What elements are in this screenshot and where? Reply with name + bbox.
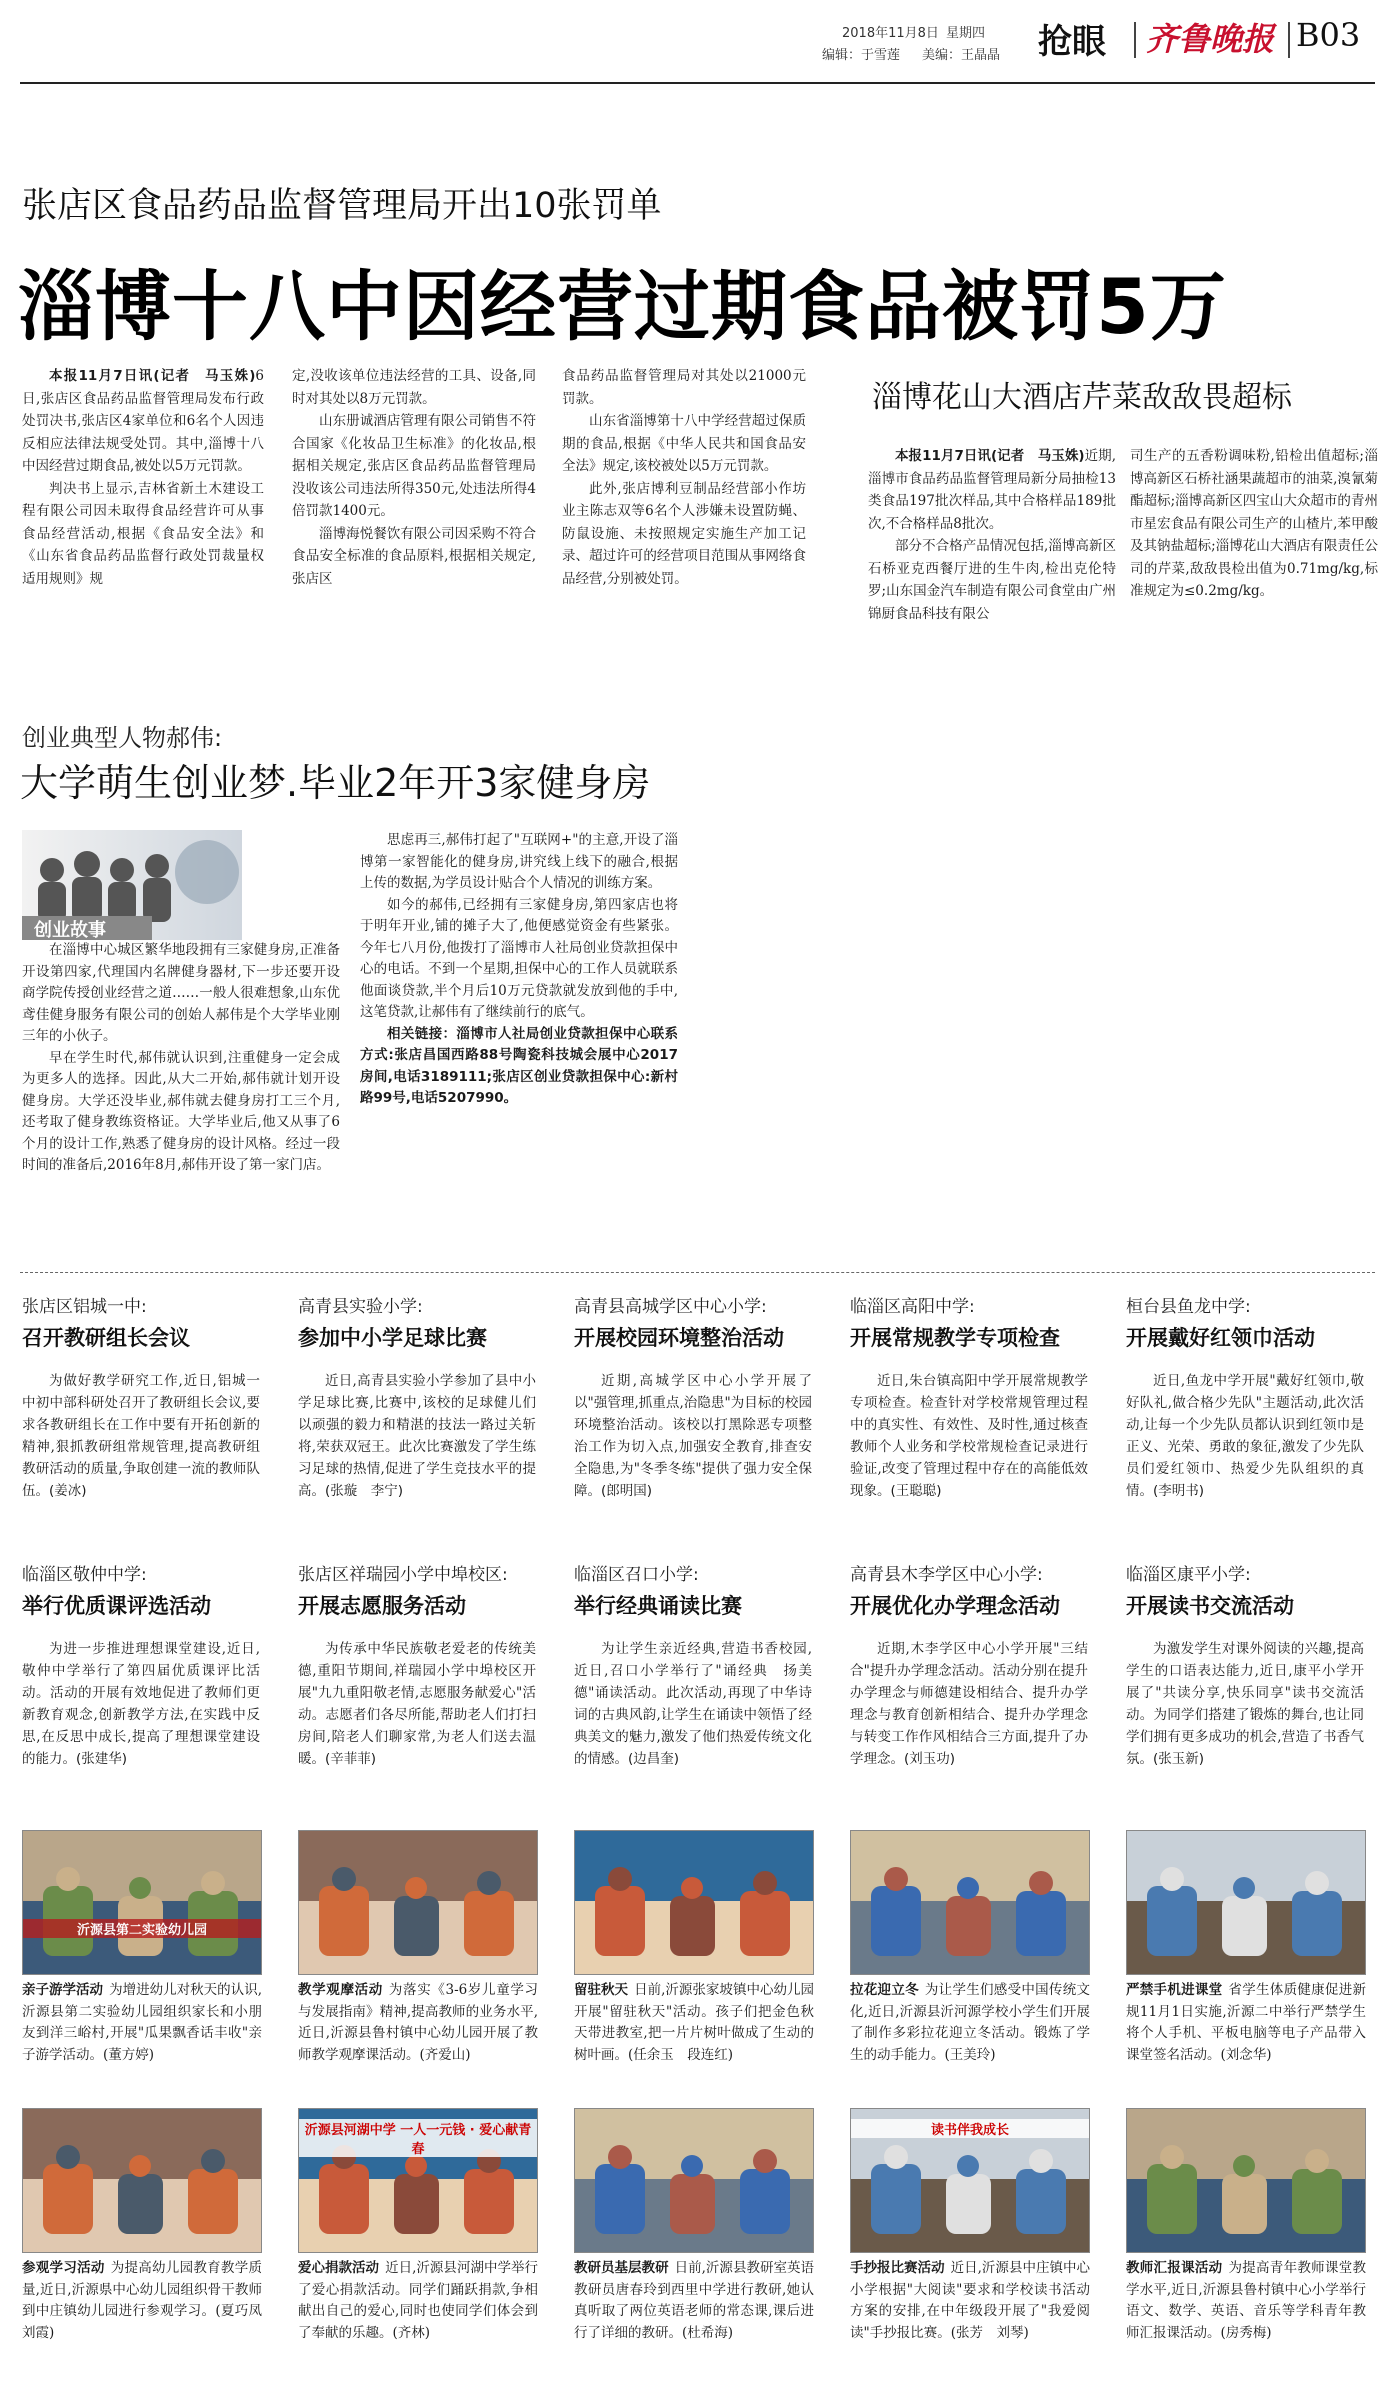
- brief-body: [574, 1370, 812, 1502]
- photo-caption-title: 亲子游学活动: [22, 1982, 104, 1998]
- masthead-rule: [20, 82, 1375, 84]
- feature-col1-p1: 在淄博中心城区繁华地段拥有三家健身房,正准备开设第四家,代理国内名牌健身器材,下一步还要开设商学院传授创业经营之道……一般人很难想象,山东优鸢佳健身服务有限公司的创始人郝伟是个大学毕业刚三年的小伙子。: [22, 942, 340, 1044]
- masthead-divider: [1134, 22, 1136, 58]
- lead-column-1: [22, 365, 264, 590]
- brief-body: [1126, 1638, 1364, 1770]
- brief-author: (郎明国): [601, 1483, 653, 1499]
- section-label: 抢眼: [1038, 22, 1106, 62]
- brief-org: 临淄区敬仲中学:: [22, 1565, 147, 1585]
- brief-text: 近日,朱台镇高阳中学开展常规教学专项检查。检查针对学校常规管理过程中的真实性、有效性、及时性,通过核查教师个人业务和学校常规检查记录进行验证,改变了管理过程中存在的高能低效现象。: [850, 1373, 1088, 1499]
- photo-caption-title: 严禁手机进课堂: [1126, 1982, 1223, 1998]
- news-photo: [22, 1830, 262, 1975]
- photo-banner-text: 读书伴我成长: [851, 2119, 1089, 2138]
- side-col1-p1: 近期,淄博市食品药品监督管理局新分局抽检13类食品197批次样品,其中合格样品189批次,不合格样品8批次。: [868, 448, 1116, 532]
- news-photo: [22, 2108, 262, 2253]
- photo-caption: [850, 2258, 1090, 2344]
- lead-col3-p3: 此外,张店博利豆制品经营部小作坊业主陈志双等6名个人涉嫌未设置防蝇、防鼠设施、未按照规定实施生产加工记录、超过许可的经营项目范围从事网络食品经营,分别被处罚。: [562, 480, 806, 587]
- photo-caption-author: (董方婷): [103, 2046, 155, 2063]
- photo-caption-text: 省学生体质健康促进新规11月1日实施,沂源二中举行严禁学生将个人手机、平板电脑等电子产品带入课堂签名活动。: [1126, 1982, 1366, 2063]
- brief-author: (边昌奎): [628, 1751, 680, 1767]
- side-col1-p2: 部分不合格产品情况包括,淄博高新区石桥亚克西餐厅进的生牛肉,检出克伦特罗;山东国金汽车制造有限公司食堂由广州锦厨食品科技有限公: [868, 538, 1116, 622]
- masthead-divider-2: [1288, 22, 1290, 58]
- photo-caption-author: (张芳 刘琴): [950, 2324, 1029, 2341]
- lead-headline: 淄博十八中因经营过期食品被罚5万: [18, 262, 1227, 351]
- brief-org: 张店区铝城一中:: [22, 1297, 147, 1317]
- photo-caption-title: 教师汇报课活动: [1126, 2260, 1223, 2276]
- brief-text: 为激发学生对课外阅读的兴趣,提高学生的口语表达能力,近日,康平小学开展了"共读分享,快乐同享"读书交流活动。为同学们搭建了锻炼的舞台,也让同学们拥有更多成功的机会,营造了书香气氛。: [1126, 1641, 1364, 1767]
- lead-col3-p2: 山东省淄博第十八中学经营超过保质期的食品,根据《中华人民共和国食品安全法》规定,该校被处以5万元罚款。: [562, 413, 806, 474]
- feature-illustration: [22, 830, 242, 940]
- photo-caption-text: 为提高青年教师课堂教学水平,近日,沂源县鲁村镇中心小学举行语文、数学、英语、音乐等学科青年教师汇报课活动。: [1126, 2260, 1366, 2341]
- photo-caption-author: (齐林): [392, 2324, 431, 2341]
- brief-title: 开展校园环境整治活动: [574, 1326, 784, 1350]
- brief-text: 为做好教学研究工作,近日,铝城一中初中部科研处召开了教研组长会议,要求各教研组长在工作中要有开拓创新的精神,狠抓教研组常规管理,提高教研组教研活动的质量,争取创建一流的教师队伍。: [22, 1373, 260, 1499]
- photo-caption-text: 为落实《3-6岁儿童学习与发展指南》精神,提高教师的业务水平,近日,沂源县鲁村镇中心幼儿园开展了教师教学观摩课活动。: [298, 1982, 538, 2063]
- news-photo: [298, 1830, 538, 1975]
- photo-caption-text: 为增进幼儿对秋天的认识,沂源县第二实验幼儿园组织家长和小朋友到洋三峪村,开展"瓜果飘香话丰收"亲子游学活动。: [22, 1982, 263, 2063]
- lead-column-3: [562, 365, 806, 590]
- news-photo: [1126, 1830, 1366, 1975]
- brief-title: 开展戴好红领巾活动: [1126, 1326, 1315, 1350]
- brief-org: 高青县实验小学:: [298, 1297, 423, 1317]
- news-photo: [574, 1830, 814, 1975]
- feature-headline: 大学萌生创业梦.毕业2年开3家健身房: [20, 761, 651, 805]
- feature-col2-p1: 思虑再三,郝伟打起了"互联网+"的主意,开设了淄博第一家智能化的健身房,讲究线上线下的融合,根据上传的数据,为学员设计贴合个人情况的训练方案。: [360, 832, 678, 891]
- photo-caption-title: 留驻秋天: [574, 1982, 629, 1998]
- brief-author: (张玉新): [1153, 1751, 1205, 1767]
- newspaper-logo: 齐鲁晚报: [1146, 20, 1275, 58]
- photo-caption-title: 爱心捐款活动: [298, 2260, 380, 2276]
- brief-text: 近期,木李学区中心小学开展"三结合"提升办学理念活动。活动分别在提升办学理念与师德建设相结合、提升办学理念与教育创新相结合、提升办学理念与转变工作作风相结合三方面,提升了办学理念。: [850, 1641, 1088, 1767]
- photo-caption-text: 近日,沂源县河湖中学举行了爱心捐款活动。同学们踊跃捐款,争相献出自己的爱心,同时也使同学们体会到了奉献的乐趣。: [298, 2260, 539, 2341]
- brief-org: 高青县木李学区中心小学:: [850, 1565, 1043, 1585]
- brief-title: 召开教研组长会议: [22, 1326, 190, 1350]
- side-headline: 淄博花山大酒店芹菜敌敌畏超标: [872, 380, 1292, 415]
- brief-body: [574, 1638, 812, 1770]
- feature-tag: 创业故事: [34, 920, 106, 941]
- photo-image: [299, 1831, 538, 1975]
- photo-caption: [574, 2258, 814, 2344]
- photo-caption-author: (任余玉 段连红): [628, 2046, 734, 2063]
- masthead-editor: 编辑：于雪莲: [822, 48, 901, 63]
- brief-title: 举行优质课评选活动: [22, 1594, 211, 1618]
- photo-caption-author: (夏巧凤 刘霞): [22, 2303, 276, 2341]
- photo-caption: [22, 1980, 262, 2066]
- brief-author: (王聪聪): [890, 1483, 942, 1499]
- lead-col3-p1: 食品药品监督管理局对其处以21000元罚款。: [562, 368, 806, 407]
- photo-caption-author: (房秀梅): [1220, 2324, 1272, 2341]
- brief-body: [850, 1370, 1088, 1502]
- brief-author: (辛菲菲): [325, 1751, 377, 1767]
- photo-image: [23, 1831, 262, 1975]
- feature-related-link: 相关链接：淄博市人社局创业贷款担保中心联系方式:张店昌国西路88号陶瓷科技城会展中心2017房间,电话3189111;张店区创业贷款担保中心:新村路99号,电话5207990。: [360, 1025, 678, 1106]
- news-photo: [850, 1830, 1090, 1975]
- photo-caption-author: (齐爱山): [419, 2046, 471, 2063]
- photo-caption: [1126, 2258, 1366, 2344]
- brief-body: [298, 1370, 536, 1502]
- brief-title: 举行经典诵读比赛: [574, 1594, 742, 1618]
- photo-caption-author: (刘念华): [1220, 2046, 1272, 2063]
- lead-col2-p2: 山东册诚酒店管理有限公司销售不符合国家《化妆品卫生标准》的化妆品,根据相关规定,张店区食品药品监督管理局没收该公司违法所得350元,处违法所得4倍罚款1400元。: [292, 413, 536, 519]
- photo-caption-text: 为提高幼儿园教育教学质量,近日,沂源県中心幼儿园组织骨干教师到中庄镇幼儿园进行参观学习。: [22, 2260, 262, 2319]
- news-photo: [574, 2108, 814, 2253]
- lead-column-2: [292, 365, 536, 590]
- brief-text: 近期,高城学区中心小学开展了以"强管理,抓重点,治隐患"为目标的校园环境整治活动。该校以打黑除恶专项整治工作为切入点,加强安全教育,排查安全隐患,为"冬季冬练"提供了强力安全保障。: [574, 1373, 812, 1499]
- brief-body: [1126, 1370, 1364, 1502]
- brief-org: 张店区祥瑞园小学中埠校区:: [298, 1565, 508, 1585]
- brief-author: (张璇 李宁): [325, 1483, 404, 1499]
- side-col2-p1: 司生产的五香粉调味粉,铅检出值超标;淄博高新区石桥社涵果蔬超市的油菜,溴氰菊酯超标;淄博高新区四宝山大众超市的青州市星宏食品有限公司生产的山楂片,苯甲酸及其钠盐超标;淄博花山大酒店有限责任公司的芹菜,敌敌畏检出值为0.71mg/kg,标准规定为≤0.2mg/kg。: [1130, 448, 1378, 599]
- photo-caption-title: 手抄报比赛活动: [850, 2260, 945, 2276]
- side-column-2: [1130, 445, 1378, 603]
- photo-caption-text: 近日,沂源县中庄镇中心小学根据"大阅读"要求和学校读书活动方案的安排,在中年级段开展了"我爱阅读"手抄报比赛。: [850, 2260, 1091, 2341]
- masthead: [0, 0, 1395, 80]
- brief-text: 为传承中华民族敬老爱老的传统美德,重阳节期间,祥瑞园小学中埠校区开展"九九重阳敬老情,志愿服务献爱心"活动。志愿者们各尽所能,帮助老人们打扫房间,陪老人们聊家常,为老人们送去温暖。: [298, 1641, 536, 1767]
- photo-caption-title: 教研员基层教研: [574, 2260, 669, 2276]
- brief-title: 参加中小学足球比赛: [298, 1326, 487, 1350]
- brief-org: 桓台县鱼龙中学:: [1126, 1297, 1251, 1317]
- brief-org: 高青县高城学区中心小学:: [574, 1297, 767, 1317]
- brief-text: 近日,高青县实验小学参加了县中小学足球比赛,比赛中,该校的足球健儿们以顽强的毅力和精湛的技法一路过关斩将,荣获双冠王。此次比赛激发了学生练习足球的热情,促进了学生竞技水平的提高。: [298, 1373, 536, 1499]
- lead-kicker: 张店区食品药品监督管理局开出10张罚单: [22, 186, 662, 226]
- brief-org: 临淄区召口小学:: [574, 1565, 699, 1585]
- photo-image: [1127, 1831, 1366, 1975]
- brief-author: (李明书): [1153, 1483, 1205, 1499]
- brief-title: 开展常规教学专项检查: [850, 1326, 1060, 1350]
- brief-body: [850, 1638, 1088, 1770]
- side-byline: 本报11月7日讯(记者 马玉姝): [895, 448, 1085, 464]
- news-photo: [1126, 2108, 1366, 2253]
- feature-column-1: [22, 940, 340, 1177]
- lead-col1-p2: 判决书上显示,吉林省新土木建设工程有限公司因未取得食品经营许可从事食品经营活动,根据《食品安全法》和《山东省食品药品监督行政处罚裁量权适用规则》规: [22, 480, 264, 587]
- photo-caption: [22, 2258, 276, 2344]
- lead-col2-p1: 定,没收该单位违法经营的工具、设备,同时对其处以8万元罚款。: [292, 368, 536, 407]
- photo-caption: [1126, 1980, 1366, 2066]
- masthead-weekday: 星期四: [946, 26, 986, 41]
- brief-org: 临淄区康平小学:: [1126, 1565, 1251, 1585]
- masthead-designer: 美编：王晶晶: [922, 48, 1001, 63]
- photo-caption-text: 为让学生们感受中国传统文化,近日,沂源县沂河源学校小学生们开展了制作多彩拉花迎立冬活动。锻炼了学生的动手能力。: [850, 1982, 1090, 2063]
- photo-image: [23, 2109, 262, 2253]
- news-photo: [298, 2108, 538, 2253]
- brief-author: (刘玉功): [904, 1751, 956, 1767]
- brief-title: 开展优化办学理念活动: [850, 1594, 1060, 1618]
- side-column-1: [868, 445, 1116, 625]
- brief-body: [22, 1638, 260, 1770]
- brief-text: 近日,鱼龙中学开展"戴好红领巾,敬好队礼,做合格少先队"主题活动,此次活动,让每一个少先队员都认识到红领巾是正义、光荣、勇敢的象征,激发了少先队员们爱红领巾、热爱少先队组织的真情。: [1126, 1373, 1364, 1499]
- photo-caption: [574, 1980, 814, 2066]
- photo-banner-text: 沂源县第二实验幼儿园: [23, 1919, 261, 1938]
- photo-caption-author: (杜希海): [682, 2324, 734, 2341]
- photo-caption-title: 教学观摩活动: [298, 1982, 383, 1998]
- news-photo: [850, 2108, 1090, 2253]
- brief-body: [298, 1638, 536, 1770]
- brief-title: 开展志愿服务活动: [298, 1594, 466, 1618]
- photo-caption-title: 拉花迎立冬: [850, 1982, 919, 1998]
- brief-body: [22, 1370, 260, 1502]
- lead-col2-p3: 淄博海悦餐饮有限公司因采购不符合食品安全标准的食品原料,根据相关规定,张店区: [292, 525, 536, 587]
- section-divider: [20, 1272, 1375, 1273]
- feature-col2-p2: 如今的郝伟,已经拥有三家健身房,第四家店也将于明年开业,铺的摊子大了,他便感觉资金有些紧张。今年七八月份,他拨打了淄博市人社局创业贷款担保中心的电话。不到一个星期,担保中心的工作人员就联系他面谈贷款,半个月后10万元贷款就发放到他的手中,这笔贷款,让郝伟有了继续前行的底气。: [360, 896, 678, 1020]
- photo-caption-text: 日前,沂源县教研室英语教研员唐春玲到西里中学进行教研,她认真听取了两位英语老师的常态课,课后进行了详细的教研。: [574, 2260, 815, 2341]
- masthead-date: 2018年11月8日: [842, 26, 939, 41]
- feature-kicker: 创业典型人物郝伟:: [22, 724, 223, 752]
- photo-caption-author: (王美玲): [944, 2046, 996, 2063]
- brief-title: 开展读书交流活动: [1126, 1594, 1294, 1618]
- brief-text: 为让学生亲近经典,营造书香校园,近日,召口小学举行了"诵经典 扬美德"诵读活动。此次活动,再现了中华诗词的古典风韵,让学生在诵读中领悟了经典美文的魅力,激发了他们热爱传统文化的情感。: [574, 1641, 812, 1767]
- photo-image: [575, 2109, 814, 2253]
- brief-org: 临淄区高阳中学:: [850, 1297, 975, 1317]
- photo-caption-title: 参观学习活动: [22, 2260, 105, 2276]
- feature-column-2: [360, 830, 678, 1110]
- photo-banner-text: 沂源县河湖中学 一人一元钱 · 爱心献青春: [299, 2119, 537, 2157]
- lead-col1-p1: 6日,张店区食品药品监督管理局发布行政处罚决书,张店区4家单位和6名个人因违反相应法律法规受处罚。其中,淄博十八中因经营过期食品,被处以5万元罚款。: [22, 368, 264, 474]
- brief-text: 为进一步推进理想课堂建设,近日,敬仲中学举行了第四届优质课评比活动。活动的开展有效地促进了教师们更新教育观念,创新教学方法,在实践中反思,在反思中成长,提高了理想课堂建设的能力。: [22, 1641, 260, 1767]
- photo-caption: [850, 1980, 1090, 2066]
- photo-image: [851, 1831, 1090, 1975]
- feature-col1-p2: 早在学生时代,郝伟就认识到,注重健身一定会成为更多人的选择。因此,从大二开始,郝伟就计划开设健身房。大学还没毕业,郝伟就去健身房打工三个月,还考取了健身教练资格证。大学毕业后,他又从事了6个月的设计工作,熟悉了健身房的设计风格。经过一段时间的准备后,2016年8月,郝伟开设了第一家门店。: [22, 1049, 340, 1173]
- brief-author: (姜冰): [49, 1483, 87, 1499]
- photo-image: [575, 1831, 814, 1975]
- photo-image: [1127, 2109, 1366, 2253]
- photo-caption-text: 日前,沂源张家坡镇中心幼儿园开展"留驻秋天"活动。孩子们把金色秋天带进教室,把一片片树叶做成了生动的树叶画。: [574, 1982, 815, 2063]
- photo-caption: [298, 2258, 538, 2344]
- page-number: B03: [1296, 16, 1361, 54]
- lead-byline: 本报11月7日讯(记者 马玉姝): [49, 368, 256, 384]
- brief-author: (张建华): [76, 1751, 128, 1767]
- photo-caption: [298, 1980, 538, 2066]
